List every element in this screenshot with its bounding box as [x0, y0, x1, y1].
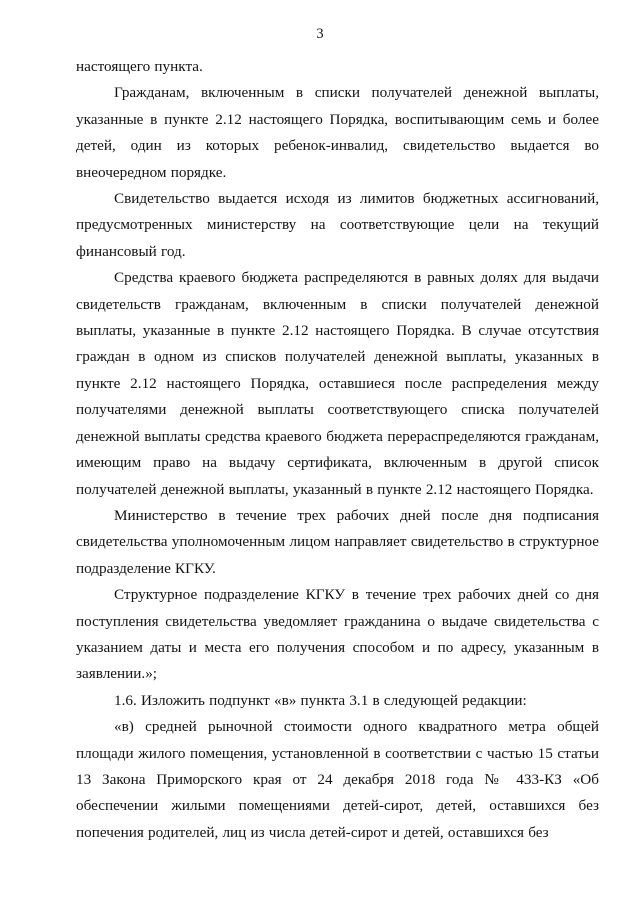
- paragraph-ministry-sending: Министерство в течение трех рабочих дней после дня подписания свидетельства уполномоченным лицом направляет свидетельство в структурное подразделение КГКУ.: [76, 506, 599, 577]
- paragraph-continuation: настоящего пункта.: [76, 58, 203, 75]
- page-number: 3: [316, 26, 324, 42]
- paragraph-amendment-1-6: 1.6. Изложить подпункт «в» пункта 3.1 в следующей редакции:: [114, 691, 527, 709]
- paragraph-subitem-v: «в) средней рыночной стоимости одного квадратного метра общей площади жилого помещения, установленной в соответствии с частью 15 статьи 13 Закона Приморского края от 24 декабря 2018 года № 433-КЗ «Об обеспечении жилыми помещениями детей-сирот, детей, оставшихся без попечения родителей, лиц из числа детей-сирот и детей, оставшихся без: [76, 718, 599, 841]
- paragraph-kgku-notification: Структурное подразделение КГКУ в течение трех рабочих дней со дня поступления свидетельства уведомляет гражданина о выдаче свидетельства с указанием даты и места его получения способом и по адресу, указанным в заявлении.»;: [76, 586, 599, 683]
- document-body: [76, 54, 599, 846]
- paragraph-priority-issue: Гражданам, включенным в списки получателей денежной выплаты, указанные в пункте 2.12 настоящего Порядка, воспитывающим семь и более детей, один из которых ребенок-инвалид, свидетельство выдается во внеочередном порядке.: [76, 84, 599, 181]
- paragraph-fund-distribution: Средства краевого бюджета распределяются в равных долях для выдачи свидетельств гражданам, включенным в списки получателей денежной выплаты, указанные в пункте 2.12 настоящего Порядка. В случае отсутствия граждан в одном из списков получателей денежной выплаты, указанных в пункте 2.12 настоящего Порядка, оставшиеся после распределения между получателями денежной выплаты соответствующего списка получателей денежной выплаты средства краевого бюджета перераспределяются гражданам, имеющим право на выдачу сертификата, включенным в другой список получателей денежной выплаты, указанный в пункте 2.12 настоящего Порядка.: [76, 269, 599, 498]
- paragraph-budget-limits: Свидетельство выдается исходя из лимитов бюджетных ассигнований, предусмотренных министерству на соответствующие цели на текущий финансовый год.: [76, 190, 599, 260]
